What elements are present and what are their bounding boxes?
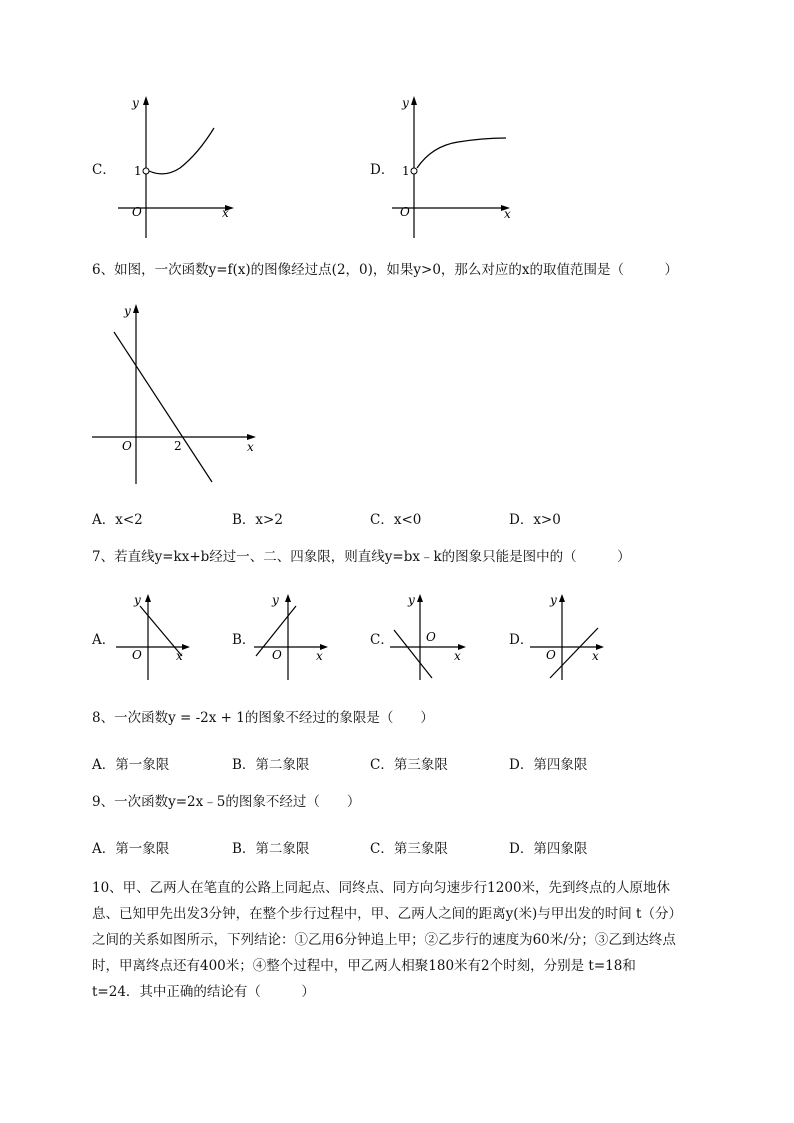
axis-x-label: x — [176, 649, 183, 663]
axis-y-label: y — [408, 593, 415, 607]
q5-graph-c — [110, 92, 240, 242]
intercept-label: 1 — [134, 164, 142, 178]
axis-x-label: x — [592, 649, 599, 663]
axis-x-label: x — [454, 649, 461, 663]
q10-line-4: 时，甲离终点还有400米；④整个过程中，甲乙两人相聚180米有2个时刻，分别是 t=18和 — [92, 958, 636, 974]
q9-option-a: A．第一象限 — [92, 841, 170, 857]
q9-option-b: B．第二象限 — [232, 841, 310, 857]
q5-option-d-label: D． — [370, 162, 395, 178]
origin-label: O — [122, 439, 132, 453]
axis-y-label: y — [550, 593, 557, 607]
axis-x-label: x — [247, 440, 254, 454]
q6-option-a: A．x<2 — [92, 512, 143, 528]
q7-option-a-label: A． — [92, 632, 116, 648]
axis-y-label: y — [272, 593, 279, 607]
q9-option-d: D．第四象限 — [509, 841, 588, 857]
q5-graph-d — [388, 92, 528, 242]
q7-question: 7、若直线y=kx+b经过一、二、四象限，则直线y=bx﹣k的图象只能是图中的（ ） — [92, 549, 631, 565]
tick-label: 2 — [174, 439, 182, 453]
origin-label: O — [272, 648, 282, 662]
axis-y-label: y — [134, 593, 141, 607]
q8-option-c: C．第三象限 — [370, 757, 448, 773]
axis-y-label: y — [132, 96, 139, 110]
origin-label: O — [132, 205, 142, 219]
q10-line-2: 息、已知甲先出发3分钟，在整个步行过程中，甲、乙两人之间的距离y(米)与甲出发的时间 t（分） — [92, 906, 682, 922]
q9-option-c: C．第三象限 — [370, 841, 448, 857]
axis-x-label: x — [504, 207, 511, 221]
q8-option-a: A．第一象限 — [92, 757, 170, 773]
q7-option-b-label: B． — [232, 632, 256, 648]
q7-option-d-label: D． — [509, 632, 534, 648]
origin-label: O — [426, 630, 436, 644]
origin-label: O — [546, 648, 556, 662]
q6-question: 6、如图，一次函数y=f(x)的图像经过点(2，0)，如果y>0，那么对应的x的取值范围是（ ） — [92, 262, 679, 278]
q6-option-d: D．x>0 — [509, 512, 561, 528]
q8-option-d: D．第四象限 — [509, 757, 588, 773]
q8-question: 8、一次函数y = -2x + 1的图象不经过的象限是（ ） — [92, 710, 434, 726]
q9-question: 9、一次函数y=2x﹣5的图象不经过（ ） — [92, 794, 361, 810]
q6-option-b: B．x>2 — [232, 512, 283, 528]
q10-line-5: t=24．其中正确的结论有（ ） — [92, 984, 315, 1000]
axis-y-label: y — [402, 96, 409, 110]
q7-graph-c — [388, 590, 472, 682]
axis-x-label: x — [316, 649, 323, 663]
q7-option-c-label: C． — [370, 632, 394, 648]
intercept-label: 1 — [402, 164, 410, 178]
origin-label: O — [400, 205, 410, 219]
q5-option-c-label: C． — [92, 162, 116, 178]
axis-x-label: x — [222, 206, 229, 220]
axis-y-label: y — [124, 304, 131, 318]
q6-graph — [88, 298, 268, 488]
origin-label: O — [132, 648, 142, 662]
q7-graph-d — [526, 590, 610, 682]
q7-graph-b — [250, 590, 330, 682]
q8-option-b: B．第二象限 — [232, 757, 310, 773]
q10-line-1: 10、甲、乙两人在笔直的公路上同起点、同终点、同方向匀速步行1200米，先到终点的人原地休 — [92, 880, 671, 896]
q6-option-c: C．x<0 — [370, 512, 422, 528]
q7-graph-a — [112, 590, 192, 682]
q10-line-3: 之间的关系如图所示，下列结论：①乙用6分钟追上甲；②乙步行的速度为60米/分；③乙到达终点 — [92, 932, 676, 948]
